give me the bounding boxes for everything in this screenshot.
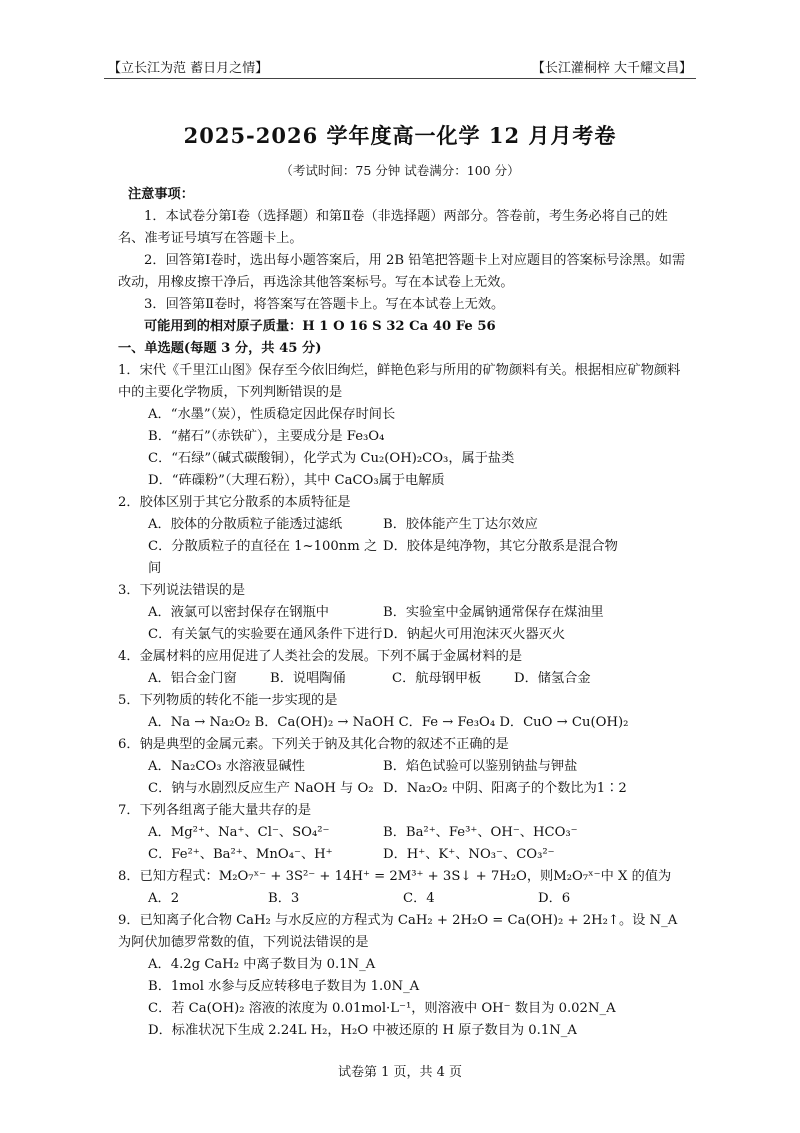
page-footer: 试卷第 1 页，共 4 页 [337,1065,463,1080]
question-stem: 5．下列物质的转化不能一步实现的是 [118,693,338,708]
question-stem: 2．胶体区别于其它分散系的本质特征是 [118,495,351,510]
option-b: B．3 [268,891,300,906]
option-b: B．1mol 水参与反应转移电子数目为 1.0N_A [148,979,420,994]
option-b: B．Ba²⁺、Fe³⁺、OH⁻、HCO₃⁻ [383,825,578,840]
question-3 [118,580,693,646]
option-a: A．2 [148,891,180,906]
option-a: A．铝合金门窗 [148,671,237,686]
option-c: C．4 [403,891,435,906]
question-7 [118,800,693,866]
option-c: C．分散质粒子的直径在 1~100nm 之间 [148,539,378,576]
option-a: A．Na₂CO₃ 水溶液显碱性 [148,759,305,774]
option-d: D．“砗磲粉”（大理石粉），其中 CaCO₃属于电解质 [148,473,445,488]
option-a: A．液氯可以密封保存在钢瓶中 [148,605,329,620]
exam-content [118,184,693,1042]
option-d: D．钠起火可用泡沫灭火器灭火 [383,627,566,642]
header-motto-right: 【长江灌桐梓 大千耀文昌】 [531,61,692,76]
option-b: B．胶体能产生丁达尔效应 [383,517,538,532]
question-5 [118,690,693,734]
option-c: C．航母钢甲板 [392,671,482,686]
header-motto-left: 【立长江为范 蓄日月之情】 [108,61,269,76]
option-d: D．H⁺、K⁺、NO₃⁻、CO₃²⁻ [383,847,555,862]
question-stem: 8．已知方程式：M₂O₇ˣ⁻ + 3S²⁻ + 14H⁺ = 2M³⁺ + 3S↓ + 7H₂O，则M₂O₇ˣ⁻中 X 的值为 [118,869,672,884]
question-stem: 7．下列各组离子能大量共存的是 [118,803,312,818]
atomic-masses: 可能用到的相对原子质量：H 1 O 16 S 32 Ca 40 Fe 56 [144,319,496,334]
notice-item-1: 1．本试卷分第Ⅰ卷（选择题）和第Ⅱ卷（非选择题）两部分。答卷前，考生务必将自己的姓名、准考证号填写在答题卡上。 [118,209,668,246]
option-c: C．“石绿”（碱式碳酸铜），化学式为 Cu₂(OH)₂CO₃，属于盐类 [148,451,515,466]
question-stem: 4．金属材料的应用促进了人类社会的发展。下列不属于金属材料的是 [118,649,523,664]
question-1 [118,360,693,492]
option-d: D．标准状况下生成 2.24L H₂，H₂O 中被还原的 H 原子数目为 0.1N_A [148,1023,577,1038]
exam-subtitle: （考试时间：75 分钟 试卷满分：100 分） [280,163,520,178]
notice-heading: 注意事项： [128,187,194,202]
notice-item-2: 2．回答第Ⅰ卷时，选出每小题答案后，用 2B 铅笔把答题卡上对应题目的答案标号涂黑。如需改动，用橡皮擦干净后，再选涂其他答案标号。写在本试卷上无效。 [118,253,686,290]
option-d: D．Na₂O₂ 中阴、阳离子的个数比为1∶2 [383,781,627,796]
exam-title: 2025-2026 学年度高一化学 12 月月考卷 [183,123,617,148]
section-heading: 一、单选题(每题 3 分，共 45 分) [118,341,322,356]
question-2 [118,492,693,580]
option-d: D．储氢合金 [514,671,591,686]
option-a: A．Mg²⁺、Na⁺、Cl⁻、SO₄²⁻ [148,825,330,840]
option-c: C．Fe²⁺、Ba²⁺、MnO₄⁻、H⁺ [148,847,333,862]
option-c: C．有关氯气的实验要在通风条件下进行 [148,627,383,642]
option-d: D．6 [538,891,571,906]
option-c: C．钠与水剧烈反应生产 NaOH 与 O₂ [148,781,374,796]
option-a: A．4.2g CaH₂ 中离子数目为 0.1N_A [148,957,376,972]
header-divider [104,78,696,79]
question-stem: 6．钠是典型的金属元素。下列关于钠及其化合物的叙述不正确的是 [118,737,509,752]
question-4 [118,646,693,690]
notice-item-3: 3．回答第Ⅱ卷时，将答案写在答题卡上。写在本试卷上无效。 [144,297,505,312]
option-b: B．实验室中金属钠通常保存在煤油里 [383,605,604,620]
option-d: D．胶体是纯净物，其它分散系是混合物 [383,539,618,554]
question-stem: 9．已知离子化合物 CaH₂ 与水反应的方程式为 CaH₂ + 2H₂O = Ca(OH)₂ + 2H₂↑。设 N_A 为阿伏加德罗常数的值，下列说法错误的是 [118,913,678,950]
option-b: B．说唱陶俑 [270,671,346,686]
question-6 [118,734,693,800]
option-b: B．焰色试验可以鉴别钠盐与钾盐 [383,759,578,774]
options-line: A．Na → Na₂O₂ B．Ca(OH)₂ → NaOH C．Fe → Fe₃O₄ D．CuO → Cu(OH)₂ [148,715,629,730]
option-c: C．若 Ca(OH)₂ 溶液的浓度为 0.01mol·L⁻¹，则溶液中 OH⁻ 数目为 0.02N_A [148,1001,616,1016]
option-b: B．“赭石”（赤铁矿），主要成分是 Fe₃O₄ [148,429,385,444]
option-a: A．胶体的分散质粒子能透过滤纸 [148,517,343,532]
question-stem: 3．下列说法错误的是 [118,583,246,598]
question-9 [118,910,693,1042]
question-stem: 1．宋代《千里江山图》保存至今依旧绚烂，鲜艳色彩与所用的矿物颜料有关。根据相应矿物颜料中的主要化学物质，下列判断错误的是 [118,363,681,400]
option-a: A．“水墨”（炭），性质稳定因此保存时间长 [148,407,396,422]
question-8 [118,866,693,910]
